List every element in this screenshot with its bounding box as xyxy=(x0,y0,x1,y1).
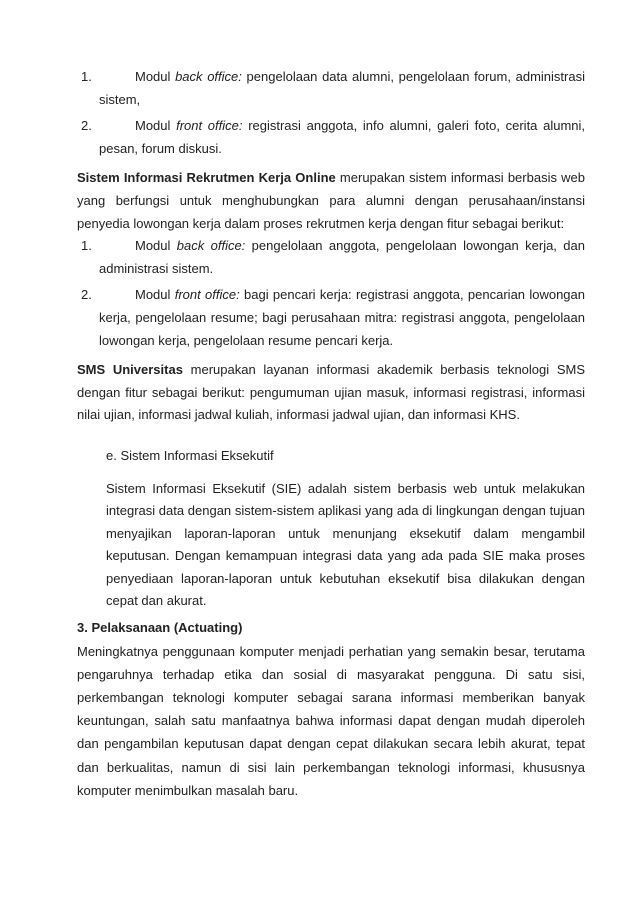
paragraph-sie: Sistem Informasi Eksekutif (SIE) adalah sistem berbasis web untuk melakukan integrasi data dengan sistem-sistem aplikasi yang ada di lingkungan dengan tujuan menyajikan laporan-laporan untuk menunjang eksekutif dalam mengambil keputusan. Dengan kemampuan integrasi data yang ada pada SIE maka proses penyediaan laporan-laporan untuk kebutuhan eksekutif bisa dilakukan dengan cepat dan akurat. xyxy=(106,480,585,609)
paragraph-section3: Meningkatnya penggunaan komputer menjadi perhatian yang semakin besar, terutama pengaruhnya terhadap etika dan sosial di masyarakat pengguna. Di satu sisi, perkembangan teknologi komputer sebagai sarana informasi memberikan banyak keuntungan, salah satu manfaatnya bahwa informasi dapat dengan mudah diperoleh dan pengambilan keputusan dapat dengan cepat dilakukan secara lebih akurat, tepat dan berkualitas, namun di sisi lain perkembangan teknologi informasi, khususnya komputer menimbulkan masalah baru. xyxy=(77,643,585,798)
section-heading: 3. Pelaksanaan (Actuating) xyxy=(77,620,243,636)
list-number: 2. xyxy=(81,118,92,134)
list-item: 2. Modul front office: registrasi anggota, info alumni, galeri foto, cerita alumni, pesan, forum diskusi. xyxy=(77,115,585,160)
list-number: 2. xyxy=(81,287,92,303)
paragraph-rekrutmen: Sistem Informasi Rekrutmen Kerja Online merupakan sistem informasi berbasis web yang berfungsi untuk menghubungkan para alumni dengan perusahaan/instansi penyedia lowongan kerja dalam proses rekrutmen kerja dengan fitur sebagai berikut: xyxy=(77,170,585,231)
list-number: 1. xyxy=(81,69,92,84)
term-rekrutmen: Sistem Informasi Rekrutmen Kerja Online xyxy=(77,170,336,186)
sub-heading: e. Sistem Informasi Eksekutif xyxy=(106,447,274,463)
list-item: 1. Modul back office: pengelolaan anggota, pengelolaan lowongan kerja, dan administrasi sistem. xyxy=(77,235,585,280)
term-sms: SMS Universitas xyxy=(77,362,183,378)
paragraph-sms: SMS Universitas merupakan layanan informasi akademik berbasis teknologi SMS dengan fitur sebagai berikut: pengumuman ujian masuk, informasi registrasi, informasi nilai ujian, informasi jadwal kuliah, informasi jadwal ujian, dan informasi KHS. xyxy=(77,362,585,423)
document-page xyxy=(77,66,585,802)
list-number: 1. xyxy=(81,238,92,254)
list-item: 2. Modul front office: bagi pencari kerja: registrasi anggota, pencarian lowongan kerja, pengelolaan resume; bagi perusahaan mitra: registrasi anggota, pengelolaan lowongan kerja, pengelolaan resume pencari kerja. xyxy=(77,284,585,352)
list-item: 1. Modul back office: pengelolaan data alumni, pengelolaan forum, administrasi sistem, xyxy=(77,66,585,111)
